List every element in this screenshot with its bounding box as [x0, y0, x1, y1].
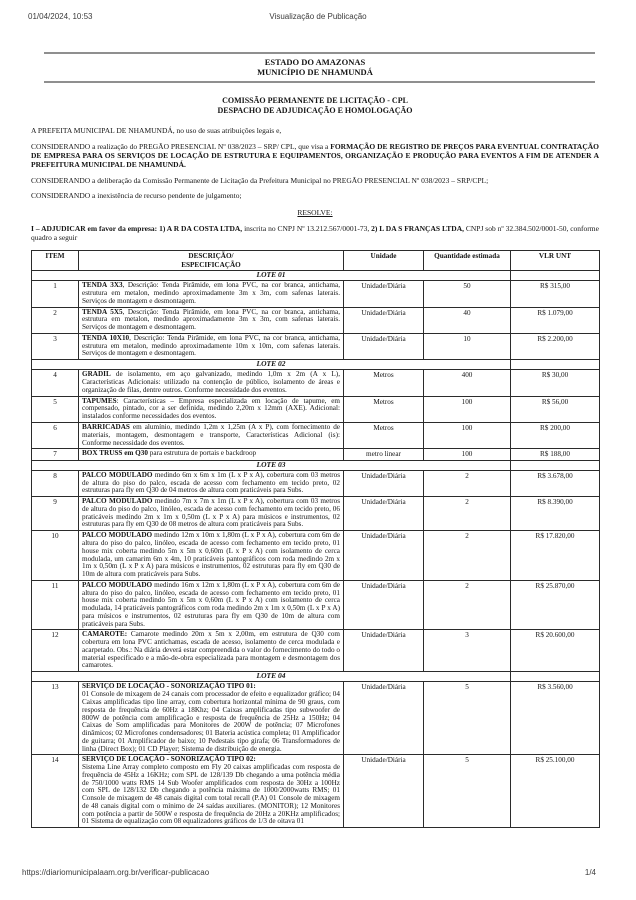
- item-quantity: 10: [424, 333, 511, 359]
- committee-header: [31, 96, 599, 115]
- item-unit: Metros: [344, 423, 424, 449]
- item-description: [79, 333, 344, 359]
- item-unit: Unidade/Diária: [344, 531, 424, 581]
- item-description: [79, 281, 344, 307]
- paragraph-adjudicar: [31, 225, 599, 243]
- resolve-heading: [31, 208, 599, 217]
- lote-row: [32, 672, 600, 682]
- item-quantity: 2: [424, 497, 511, 531]
- lote-row: [32, 460, 600, 470]
- table-row: [32, 470, 600, 496]
- item-description-rest: medindo 6m x 6m x 1m (L x P x A), cobertura com 03 metros de altura do piso do palco, escada de acesso com fechamento em tecido preto, 02 estruturas para fly em Q30 de 04 metros de altura com praticáveis para Subs.: [82, 470, 340, 495]
- page-number: 1/4: [584, 868, 596, 877]
- lote-label: LOTE 03: [32, 460, 511, 470]
- item-unit-price: R$ 3.678,00: [511, 470, 600, 496]
- table-row: [32, 396, 600, 422]
- item-number: 1: [32, 281, 79, 307]
- table-row: [32, 370, 600, 396]
- item-description-lead: TENDA 10X10: [82, 333, 130, 342]
- municipality-name: MUNICÍPIO DE NHAMUNDÁ: [257, 66, 373, 77]
- print-footer: [0, 868, 636, 882]
- item-unit: Metros: [344, 370, 424, 396]
- item-description-rest: Sistema Line Array completo composto em Fly 20 caixas amplificadas com resposta de frequência de 45Hz a 16KHz; com SPL de 128/139 Db chegando a uma potência média de 750/1000 watts RMS 14 Sub Woofer amplificados com resposta de 30Hz a 100Hz com SPL de 128/132 Db chegando a potência máxima de 1000/2000watts RMS; 01 Console de mixagem de 48 canais digital com total recall (P.A) 01 Console de mixagem de 48 canais digital com o mínimo de 24 saídas auxiliares. (MONITOR); 12 Monitores com potência a partir de 500W e resposta de frequência de 20Hz a 20KHz amplificados; 01 Sistema de equalização com 08 equalizadores gráficos de 1/3 de oitava 01: [82, 763, 340, 826]
- table-row: [32, 423, 600, 449]
- item-description-lead: PALCO MODULADO: [82, 580, 153, 589]
- item-description-lead: SERVIÇO DE LOCAÇÃO - SONORIZAÇÃO TIPO 01:: [82, 682, 256, 691]
- item-number: 7: [32, 449, 79, 460]
- table-row: [32, 281, 600, 307]
- item-description-lead: CAMAROTE:: [82, 630, 128, 639]
- col-header-unit-price: VLR UNT: [511, 251, 600, 271]
- item-number: 6: [32, 423, 79, 449]
- table-row: [32, 449, 600, 460]
- item-unit-price: R$ 30,00: [511, 370, 600, 396]
- item-number: 8: [32, 470, 79, 496]
- print-datetime: 01/04/2024, 10:53: [28, 12, 93, 21]
- item-unit: Unidade/Diária: [344, 682, 424, 755]
- item-quantity: 2: [424, 531, 511, 581]
- item-unit: Unidade/Diária: [344, 307, 424, 333]
- adjudicar-company-2: 2) L DA S FRANÇAS LTDA,: [371, 223, 464, 233]
- item-number: 13: [32, 682, 79, 755]
- considerando-1-object: FORMAÇÃO DE REGISTRO DE PREÇOS PARA EVENTUAL CONTRATAÇÃO DE EMPRESA PARA OS SERVIÇOS DE LOCAÇÃO DE ESTRUTURA E EQUIPAMENTOS, ORGANIZAÇÃO E PRODUÇÃO PARA EVENTOS A FIM DE ATENDER A PREFEITURA MUNICIPAL DE NHAMUNDÁ.: [31, 142, 599, 169]
- item-number: 12: [32, 630, 79, 672]
- item-number: 2: [32, 307, 79, 333]
- item-description: [79, 307, 344, 333]
- item-unit-price: R$ 20.600,00: [511, 630, 600, 672]
- item-description-rest: , Descrição: Tenda Pirâmide, em lona PVC, na cor branca, antichama, estrutura em metalon, medindo aproximadamente 3m x 3m, com safenas laterais. Serviços de montagem e desmontagem.: [82, 307, 340, 332]
- lote-row: [32, 360, 600, 370]
- item-number: 5: [32, 396, 79, 422]
- item-unit: Unidade/Diária: [344, 470, 424, 496]
- paragraph-considerando-3: CONSIDERANDO a inexistência de recurso pendente de julgamento;: [31, 191, 242, 201]
- divider-top: [44, 52, 595, 54]
- item-unit: metro linear: [344, 449, 424, 460]
- item-quantity: 100: [424, 423, 511, 449]
- items-table: [31, 250, 600, 828]
- document-content: [0, 52, 636, 828]
- item-description-lead: SERVIÇO DE LOCAÇÃO - SONORIZAÇÃO TIPO 02:: [82, 755, 256, 764]
- committee-name: COMISSÃO PERMANENTE DE LICITAÇÃO - CPL: [222, 96, 408, 106]
- item-unit: Unidade/Diária: [344, 281, 424, 307]
- lote-empty-cell: [511, 360, 600, 370]
- item-description-lead: PALCO MODULADO: [82, 470, 153, 479]
- org-header: [31, 58, 599, 77]
- lote-label: LOTE 01: [32, 271, 511, 281]
- item-unit-price: R$ 188,00: [511, 449, 600, 460]
- item-description: [79, 630, 344, 672]
- item-description-lead: GRADIL: [82, 370, 111, 379]
- item-unit: Unidade/Diária: [344, 497, 424, 531]
- print-header: [0, 12, 636, 24]
- item-description-lead: BOX TRUSS em Q30: [82, 449, 148, 458]
- item-description: [79, 531, 344, 581]
- item-unit: Metros: [344, 396, 424, 422]
- adjudicar-cnpj-1: inscrita no CNPJ Nº 13.212.567/0001-73,: [242, 223, 372, 233]
- col-header-description-line1: DESCRIÇÃO/: [188, 252, 234, 261]
- table-row: [32, 630, 600, 672]
- item-unit-price: R$ 25.870,00: [511, 580, 600, 630]
- item-number: 14: [32, 755, 79, 828]
- item-description-rest: em alumínio, medindo 1,2m x 1,25m (A x P), com fornecimento de materiais, montagem, desmontagem e transporte, Características Adicional (is): Conforme necessidade dos eventos.: [82, 423, 340, 447]
- item-number: 10: [32, 531, 79, 581]
- item-description-rest: : Características – Empresa especializada em locação de tapume, em compensado, pintado, cor a ser definida, medindo 2,20m x 12mm (AXE). Adicional: instalados conforme necessidades dos eventos.: [82, 396, 340, 421]
- paragraph-considerando-2: CONSIDERANDO a deliberação da Comissão Permanente de Licitação da Prefeitura Municipal no PREGÃO PRESENCIAL Nº 038/2023 – SRP/CPL;: [31, 175, 489, 185]
- item-description-rest: Camarote medindo 20m x 5m x 2,00m, em estrutura de Q30 com cobertura em lona PVC antichamas, escada de acesso, isolamento de cerca modulada e acarpetado. Obs.: Na diária deverá estar compreendida o valor do fornecimento do todo o material especificado e a mão-de-obra especializada para montagem e desmontagem dos camarotes.: [82, 630, 340, 670]
- item-description-lead: TENDA 3X3: [82, 281, 123, 290]
- resolve-text: RESOLVE:: [297, 208, 333, 218]
- item-description-rest: medindo 7m x 7m x 1m (L x P x A), cobertura com 03 metros de altura do piso do palco, linóleo, escada de acesso com fechamento em tecido preto, 06 praticáveis medindo 2m x 1m x 0,50m (L x P x A) para músicos e instrumentos, 02 estruturas para fly em Q30 de 08 metros de altura com praticáveis para Subs.: [82, 497, 340, 529]
- item-description: [79, 423, 344, 449]
- item-quantity: 5: [424, 682, 511, 755]
- lote-label: LOTE 04: [32, 672, 511, 682]
- item-number: 4: [32, 370, 79, 396]
- item-description: [79, 580, 344, 630]
- col-header-description: [79, 251, 344, 271]
- item-description-lead: TENDA 5X5: [82, 307, 123, 316]
- item-unit-price: R$ 200,00: [511, 423, 600, 449]
- item-description: [79, 755, 344, 828]
- item-quantity: 2: [424, 470, 511, 496]
- item-description-rest: , Descrição: Tenda Pirâmide, em lona PVC, na cor branca, antichama, estrutura em metalon, medindo aproximadamente 10m x 10m, com safenas laterais. Serviços de montagem e desmontagem.: [82, 333, 340, 358]
- item-unit-price: R$ 1.079,00: [511, 307, 600, 333]
- page-title: Visualização de Publicação: [269, 12, 367, 21]
- item-description-lead: BARRICADAS: [82, 423, 130, 432]
- table-row: [32, 682, 600, 755]
- item-quantity: 5: [424, 755, 511, 828]
- item-description: [79, 470, 344, 496]
- item-number: 11: [32, 580, 79, 630]
- item-unit: Unidade/Diária: [344, 630, 424, 672]
- item-unit-price: R$ 17.820,00: [511, 531, 600, 581]
- table-row: [32, 333, 600, 359]
- item-unit-price: R$ 56,00: [511, 396, 600, 422]
- item-description: [79, 682, 344, 755]
- item-quantity: 40: [424, 307, 511, 333]
- item-unit-price: R$ 8.390,00: [511, 497, 600, 531]
- paragraph-considerando-1: [31, 143, 599, 170]
- col-header-description-line2: ESPECIFICAÇÃO: [181, 260, 241, 269]
- state-name: ESTADO DO AMAZONAS: [264, 57, 366, 67]
- item-quantity: 100: [424, 449, 511, 460]
- document-type: DESPACHO DE ADJUDICAÇÃO E HOMOLOGAÇÃO: [217, 105, 413, 115]
- table-row: [32, 531, 600, 581]
- item-unit: Unidade/Diária: [344, 755, 424, 828]
- lote-empty-cell: [511, 672, 600, 682]
- divider-bottom: [44, 81, 595, 83]
- adjudicar-cnpj-2: CNPJ sob nº 32.384.502/0001-50, conforme quadro a seguir: [31, 223, 599, 242]
- item-description-rest: 01 Console de mixagem de 24 canais com processador de efeito e equalizador gráfico; 04 Caixas amplificadas tipo line array, com cobertura horizontal mínima de 90 graus, com resposta de frequência de 60Hz a 18Khz; 04 Caixas amplificadas tipo subwoofer de 800W de potência com amplificação e resposta de frequência de 25Hz a 150Hz; 04 Caixas de Som amplificadas para Monitores de 200W de potência; 07 Microfones dinâmicos; 02 Microfones condensadores; 01 Bateria acústica completa; 01 Amplificador de guitarra; 01 Amplificador de baixo; 10 Pedestais tipo girafa; 06 Transformadores de linha (Direct Box); 01 CD Player; Sistema de distribuição de energia.: [82, 690, 340, 753]
- item-number: 9: [32, 497, 79, 531]
- item-quantity: 400: [424, 370, 511, 396]
- lote-label: LOTE 02: [32, 360, 511, 370]
- item-description-rest: medindo 16m x 12m x 1,80m (L x P x A), cobertura com 6m de altura do piso do palco, linóleo, escada de acesso com fechamento em tecido preto, 01 house mix coberta medindo 5m x 5m x 0,60m (L x P x A) com isolamento de cerca modulada, 14 praticáveis pantográficos com roda medindo 2m x 1m x 0,50m (L x P x A) para músicos e instrumentos, 02 estruturas para fly em Q30 de 10m de altura com praticáveis para Subs.: [82, 580, 340, 628]
- item-quantity: 3: [424, 630, 511, 672]
- item-unit-price: R$ 3.560,00: [511, 682, 600, 755]
- item-unit-price: R$ 25.100,00: [511, 755, 600, 828]
- table-row: [32, 755, 600, 828]
- col-header-quantity: Quantidade estimada: [424, 251, 511, 271]
- item-unit: Unidade/Diária: [344, 333, 424, 359]
- lote-empty-cell: [511, 271, 600, 281]
- item-description-lead: TAPUMES: [82, 396, 117, 405]
- item-unit: Unidade/Diária: [344, 580, 424, 630]
- lote-row: [32, 271, 600, 281]
- table-row: [32, 580, 600, 630]
- table-row: [32, 307, 600, 333]
- item-description-rest: medindo 12m x 10m x 1,80m (L x P x A), cobertura com 6m de altura do piso do palco, linóleo, escada de acesso com fechamento em tecido preto, 01 house mix coberta medindo 5m x 5m x 0,60m (L x P x A) com isolamento de cerca modulada, um camarim 6m x 4m, 10 praticáveis pantográficos com roda medindo 2m x 1m x 0,50m (L x P x A) para músicos e instrumentos, 02 estruturas para fly em Q30 de 10m de altura com praticáveis para Subs.: [82, 531, 340, 579]
- col-header-unit: Unidade: [344, 251, 424, 271]
- item-description-rest: de isolamento, em aço galvanizado, medindo 1,0m x 2m (A x L), Características Adicionais: utilizado na contenção de público, isolamento de áreas e organização de filas, dentre outros. Conforme necessidade dos eventos.: [82, 370, 340, 394]
- item-description: [79, 449, 344, 460]
- item-number: 3: [32, 333, 79, 359]
- item-quantity: 2: [424, 580, 511, 630]
- item-description: [79, 370, 344, 396]
- item-unit-price: R$ 2.200,00: [511, 333, 600, 359]
- item-description: [79, 497, 344, 531]
- paragraph-preamble: A PREFEITA MUNICIPAL DE NHAMUNDÁ, no uso de suas atribuições legais e,: [31, 126, 282, 136]
- adjudicar-company-1: I – ADJUDICAR em favor da empresa: 1) A R DA COSTA LTDA,: [31, 223, 243, 233]
- col-header-item: ITEM: [32, 251, 79, 271]
- item-description: [79, 396, 344, 422]
- item-quantity: 100: [424, 396, 511, 422]
- item-unit-price: R$ 315,00: [511, 281, 600, 307]
- item-description-rest: , Descrição: Tenda Pirâmide, em lona PVC, na cor branca, antichama, estrutura em metalon, medindo aproximadamente 3m x 3m, com safenas laterais. Serviços de montagem e desmontagem.: [82, 281, 340, 305]
- table-row: [32, 497, 600, 531]
- lote-empty-cell: [511, 460, 600, 470]
- considerando-1-text: CONSIDERANDO a realização do PREGÃO PRESENCIAL Nº 038/2023 – SRP/ CPL, que visa a: [31, 142, 331, 152]
- item-quantity: 50: [424, 281, 511, 307]
- item-description-lead: PALCO MODULADO: [82, 531, 153, 540]
- item-description-rest: para estrutura de portais e backdroop: [147, 449, 257, 458]
- table-header-row: [32, 251, 600, 271]
- footer-url: https://diariomunicipalaam.org.br/verificar-publicacao: [22, 868, 210, 877]
- item-description-lead: PALCO MODULADO: [82, 497, 153, 506]
